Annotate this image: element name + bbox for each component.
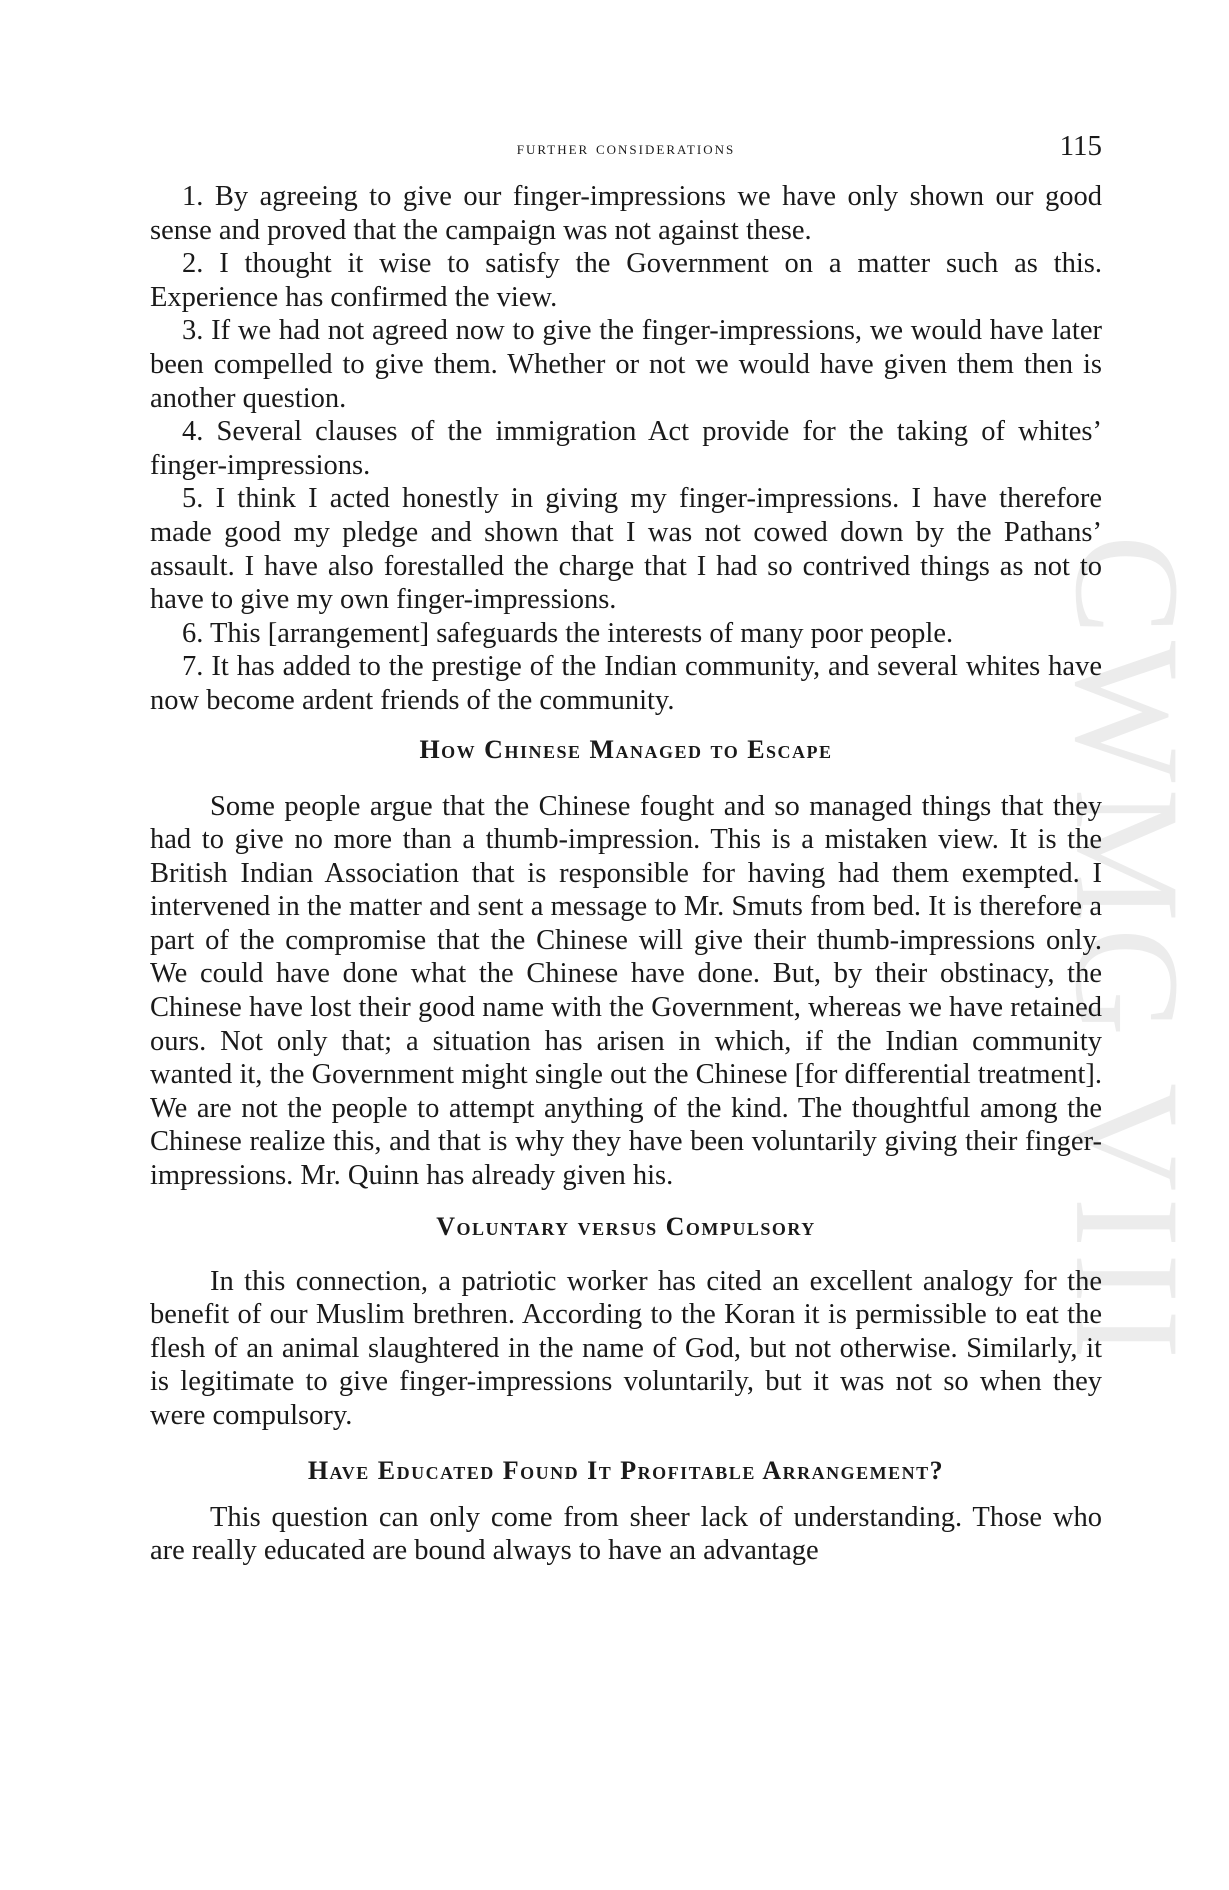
section-title-voluntary: Voluntary versus Compulsory (436, 1211, 816, 1241)
list-item: 3. If we had not agreed now to give the finger-impressions, we would have later been compelled to give them. Whether or not we would have given them then is another question. (150, 315, 1102, 414)
list-item: 5. I think I acted honestly in giving my finger-impressions. I have therefore made good my pledge and shown that I was not cowed down by the Pathans’ assault. I have also forestalled the charge that I had so contrived things as not to have to give my own finger-impressions. (150, 483, 1102, 616)
list-item: 7. It has added to the prestige of the Indian community, and several whites have now become ardent friends of the community. (150, 651, 1102, 716)
page-content (150, 130, 1102, 1568)
section-title-chinese: How Chinese Managed to Escape (419, 734, 833, 764)
section-paragraph-educated: This question can only come from sheer lack of understanding. Those who are really educated are bound always to have an advantage (150, 1501, 1102, 1567)
page-number: 115 (1059, 130, 1102, 162)
section-paragraph-chinese: Some people argue that the Chinese fought and so managed things that they had to give no more than a thumb-impression. This is a mistaken view. It is the British Indian Association that is responsible for having had them exempted. I intervened in the matter and sent a message to Mr. Smuts from bed. It is therefore a part of the compromise that the Chinese will give their thumb-impressions only. We could have done what the Chinese have done. But, by their obstinacy, the Chinese have lost their good name with the Government, whereas we have retained ours. Not only that; a situation has arisen in which, if the Indian community wanted it, the Government might single out the Chinese [for differential treatment]. We are not the people to attempt anything of the kind. The thoughtful among the Chinese realize this, and that is why they have been voluntarily giving their finger-impressions. Mr. Quinn has already given his. (150, 790, 1102, 1192)
list-item: 6. This [arrangement] safeguards the interests of many poor people. (182, 617, 954, 649)
list-item: 1. By agreeing to give our finger-impressions we have only shown our good sense and proved that the campaign was not against these. (150, 181, 1102, 246)
list-item: 4. Several clauses of the immigration Act provide for the taking of whites’ finger-impressions. (150, 416, 1102, 481)
numbered-list (150, 180, 1102, 718)
running-title: further considerations (516, 138, 736, 159)
watermark-text: CWMG VIII (1044, 534, 1211, 1366)
list-item: 2. I thought it wise to satisfy the Government on a matter such as this. Experience has confirmed the view. (150, 248, 1102, 313)
section-paragraph-voluntary: In this connection, a patriotic worker has cited an excellent analogy for the benefit of our Muslim brethren. According to the Koran it is permissible to eat the flesh of an animal slaughtered in the name of God, but not otherwise. Similarly, it is legitimate to give finger-impressions voluntarily, but it was not so when they were compulsory. (150, 1265, 1102, 1431)
section-title-educated: Have Educated Found It Profitable Arrangement? (307, 1455, 945, 1485)
running-header (150, 130, 1102, 166)
